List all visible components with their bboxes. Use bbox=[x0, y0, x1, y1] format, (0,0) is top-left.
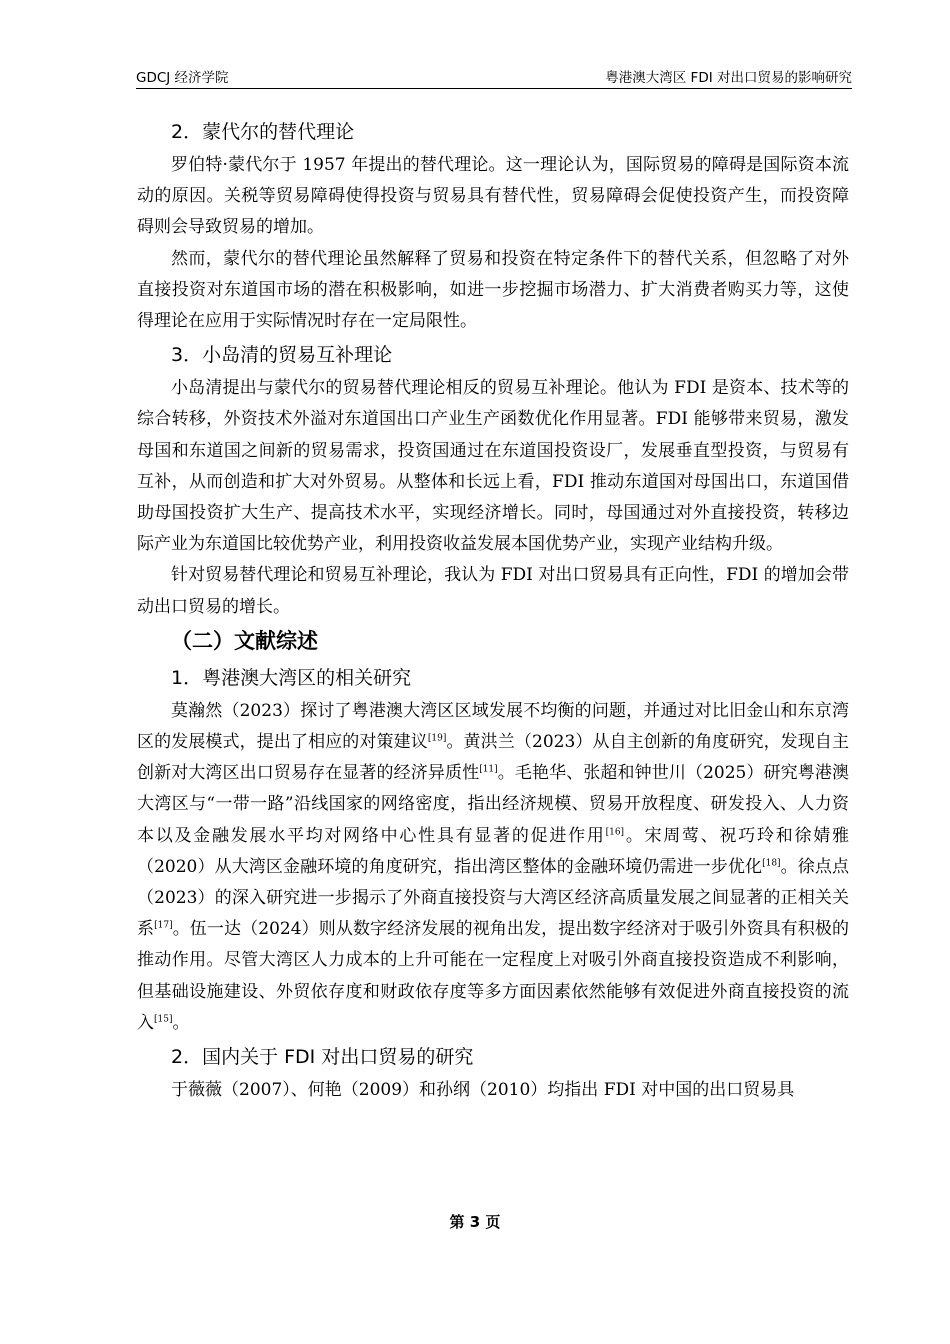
section-heading-literature-review: （二）文献综述 bbox=[171, 628, 318, 653]
section-heading-mundell: 2．蒙代尔的替代理论 bbox=[171, 121, 355, 143]
section-heading-domestic-fdi-research: 2．国内关于 FDI 对出口贸易的研究 bbox=[171, 1046, 474, 1069]
paragraph-domestic-fdi-research: 于薇薇（2007）、何艳（2009）和孙纲（2010）均指出 FDI 对中国的出口贸易具 bbox=[171, 1080, 795, 1101]
document-body bbox=[137, 114, 849, 1106]
page-header bbox=[136, 68, 852, 89]
text-segment: 。宋周莺、祝巧玲和徐婧雅（2020）从大湾区金融环境的角度研究，指出湾区整体的金融环境仍需进一步优化 bbox=[137, 825, 850, 877]
text-segment: 莫瀚然（2023）探讨了粤港澳大湾区区域发展不均衡的问题，并通过对比旧金山和东京湾区的发展模式，提出了相应的对策建议 bbox=[137, 700, 849, 753]
header-right-title: 粤港澳大湾区 FDI 对出口贸易的影响研究 bbox=[605, 70, 852, 86]
paragraph-kojima-1: 小岛清提出与蒙代尔的贸易替代理论相反的贸易互补理论。他认为 FDI 是资本、技术等的综合转移，外资技术外溢对东道国出口产业生产函数优化作用显著。FDI 能够带来贸易，激发母国和东道国之间新的贸易需求，投资国通过在东道国投资设厂，发展垂直型投资，与贸易有互补，从而创造和扩大对外贸易。从整体和长远上看，FDI 推动东道国对母国出口，东道国借助母国投资扩大生产、提高技术水平，实现经济增长。同时，母国通过对外直接投资，转移边际产业为东道国比较优势产业，利用投资收益发展本国优势产业，实现产业结构升级。 bbox=[137, 378, 849, 555]
header-left-text: GDCJ 经济学院 bbox=[136, 70, 229, 86]
citation-ref: [19] bbox=[427, 733, 447, 744]
paragraph-mundell-1: 罗伯特·蒙代尔于 1957 年提出的替代理论。这一理论认为，国际贸易的障碍是国际资本流动的原因。关税等贸易障碍使得投资与贸易具有替代性，贸易障碍会促使投资产生，而投资障碍则会导致贸易的增加。 bbox=[137, 155, 849, 238]
page-number: 第 3 页 bbox=[449, 1213, 501, 1231]
citation-ref: [17] bbox=[154, 920, 173, 931]
paragraph-mundell-2: 然而，蒙代尔的替代理论虽然解释了贸易和投资在特定条件下的替代关系，但忽略了对外直接投资对东道国市场的潜在积极影响，如进一步挖掘市场潜力、扩大消费者购买力等，这使得理论在应用于实际情况时存在一定局限性。 bbox=[137, 248, 849, 332]
text-segment: 。黄洪兰（2023）从自主创新的角度研究，发现自主创新对大湾区出口贸易存在显著的经济异质性 bbox=[137, 732, 850, 784]
paragraph-kojima-2: 针对贸易替代理论和贸易互补理论，我认为 FDI 对出口贸易具有正向性，FDI 的增加会带动出口贸易的增长。 bbox=[137, 565, 849, 617]
text-segment: 。伍一达（2024）则从数字经济发展的视角出发，提出数字经济对于吸引外资具有积极的推动作用。尽管大湾区人力成本的上升可能在一定程度上对吸引外商直接投资造成不利影响，但基础设施建设、外贸依存度和财政依存度等多方面因素依然能够有效促进外商直接投资的流入 bbox=[137, 919, 849, 1033]
section-heading-kojima: 3．小岛清的贸易互补理论 bbox=[171, 344, 393, 367]
citation-ref: [16] bbox=[605, 827, 625, 837]
citation-ref: [11] bbox=[479, 764, 498, 775]
text-segment: 。毛艳华、张超和钟世川（2025）研究粤港澳大湾区与“一带一路”沿线国家的网络密度，指出经济规模、贸易开放程度、研发投入、人力资本以及金融发展水平均对网络中心性具有显著的促进作用 bbox=[137, 763, 850, 846]
paragraph-gba-research bbox=[137, 696, 849, 1039]
section-heading-gba-research: 1．粤港澳大湾区的相关研究 bbox=[171, 666, 412, 689]
text-segment: 。徐点点（2023）的深入研究进一步揭示了外商直接投资与大湾区经济高质量发展之间显著的正相关关系 bbox=[137, 856, 849, 940]
citation-ref: [18] bbox=[762, 858, 781, 869]
text-segment: 。 bbox=[172, 1012, 190, 1033]
citation-ref: [15] bbox=[154, 1014, 173, 1025]
